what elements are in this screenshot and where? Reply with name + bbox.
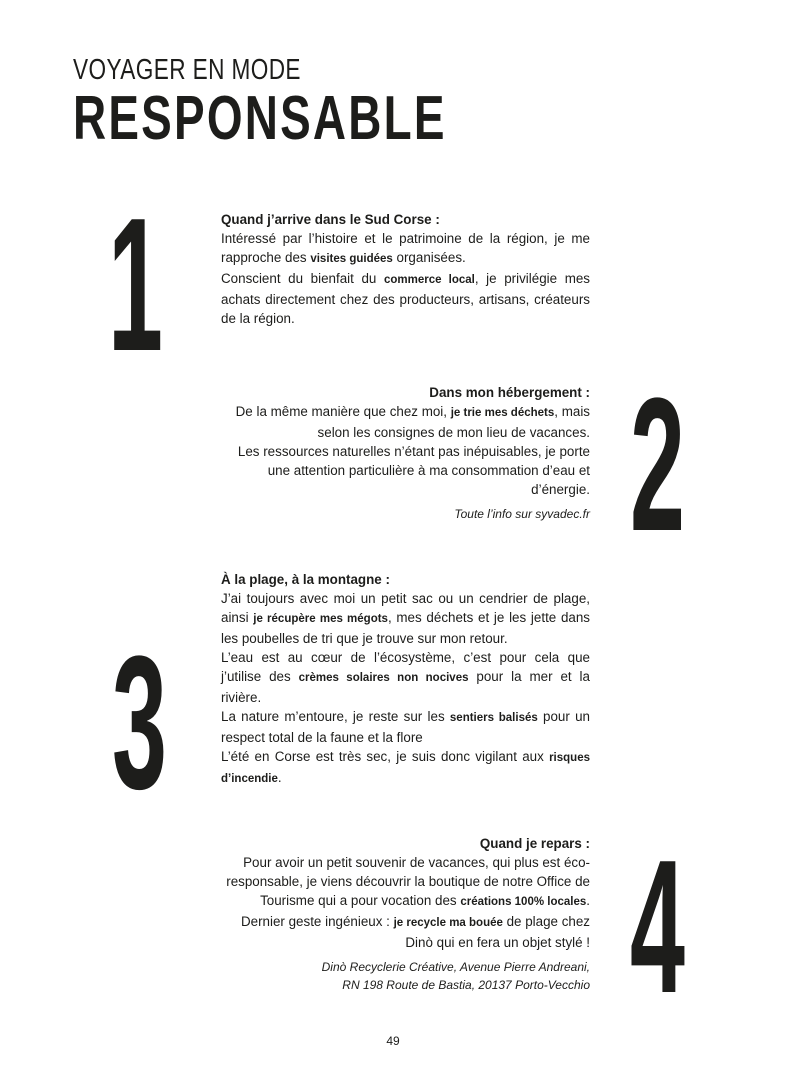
section-3-paragraph-2: L’eau est au cœur de l’écosystème, c’est pour cela que j’utilise des crèmes solaires non nocives pour la mer et la rivière. [221,650,590,705]
section-4 [221,834,590,994]
section-number-2: 2 [630,359,685,571]
section-1-heading: Quand j’arrive dans le Sud Corse : [221,212,440,227]
section-4-paragraph-1: Pour avoir un petit souvenir de vacances, qui plus est éco-responsable, je viens découvrir la boutique de notre Office de Tourisme qui a pour vocation des créations 100% locales. [226,855,590,908]
section-2-source: Toute l’info sur syvadec.fr [454,507,590,521]
section-1-paragraph-2: Conscient du bienfait du commerce local, je privilégie mes achats directement chez des producteurs, artisans, créateurs de la région. [221,271,590,326]
section-3 [221,570,590,789]
section-4-heading: Quand je repars : [479,836,590,851]
section-2 [221,383,590,523]
section-2-heading: Dans mon hébergement : [429,385,590,400]
section-4-source-line-2: RN 198 Route de Bastia, 20137 Porto-Vecchio [342,978,590,992]
section-1 [221,210,590,328]
section-2-paragraph-2: Les ressources naturelles n’étant pas inépuisables, je porte une attention particulière à ma consommation d’eau et d’énergie. [237,444,590,497]
section-3-paragraph-4: L’été en Corse est très sec, je suis donc vigilant aux risques d’incendie. [221,749,590,785]
section-3-paragraph-1: J’ai toujours avec moi un petit sac ou un cendrier de plage, ainsi je récupère mes mégots, mes déchets et je les jette dans les poubelles de tri que je trouve sur mon retour. [221,591,590,646]
section-4-paragraph-2: Dernier geste ingénieux : je recycle ma bouée de plage chez Dinò qui en fera un objet stylé ! [240,914,590,950]
section-1-paragraph-1: Intéressé par l’histoire et le patrimoine de la région, je me rapproche des visites guidées organisées. [221,231,590,265]
kicker: VOYAGER EN MODE [73,54,301,86]
section-4-source-line-1: Dinò Recyclerie Créative, Avenue Pierre Andreani, [321,960,590,974]
section-number-3: 3 [112,617,167,829]
section-number-1: 1 [108,179,163,391]
section-4-source [221,958,590,994]
section-2-paragraph-1: De la même manière que chez moi, je trie mes déchets, mais selon les consignes de mon lieu de vacances. [235,404,590,440]
page-title: RESPONSABLE [73,84,447,153]
section-3-heading: À la plage, à la montagne : [221,572,390,587]
section-number-4: 4 [630,821,685,1033]
section-3-paragraph-3: La nature m’entoure, je reste sur les sentiers balisés pour un respect total de la faune et la flore [221,709,590,745]
page-number: 49 [386,1034,400,1048]
